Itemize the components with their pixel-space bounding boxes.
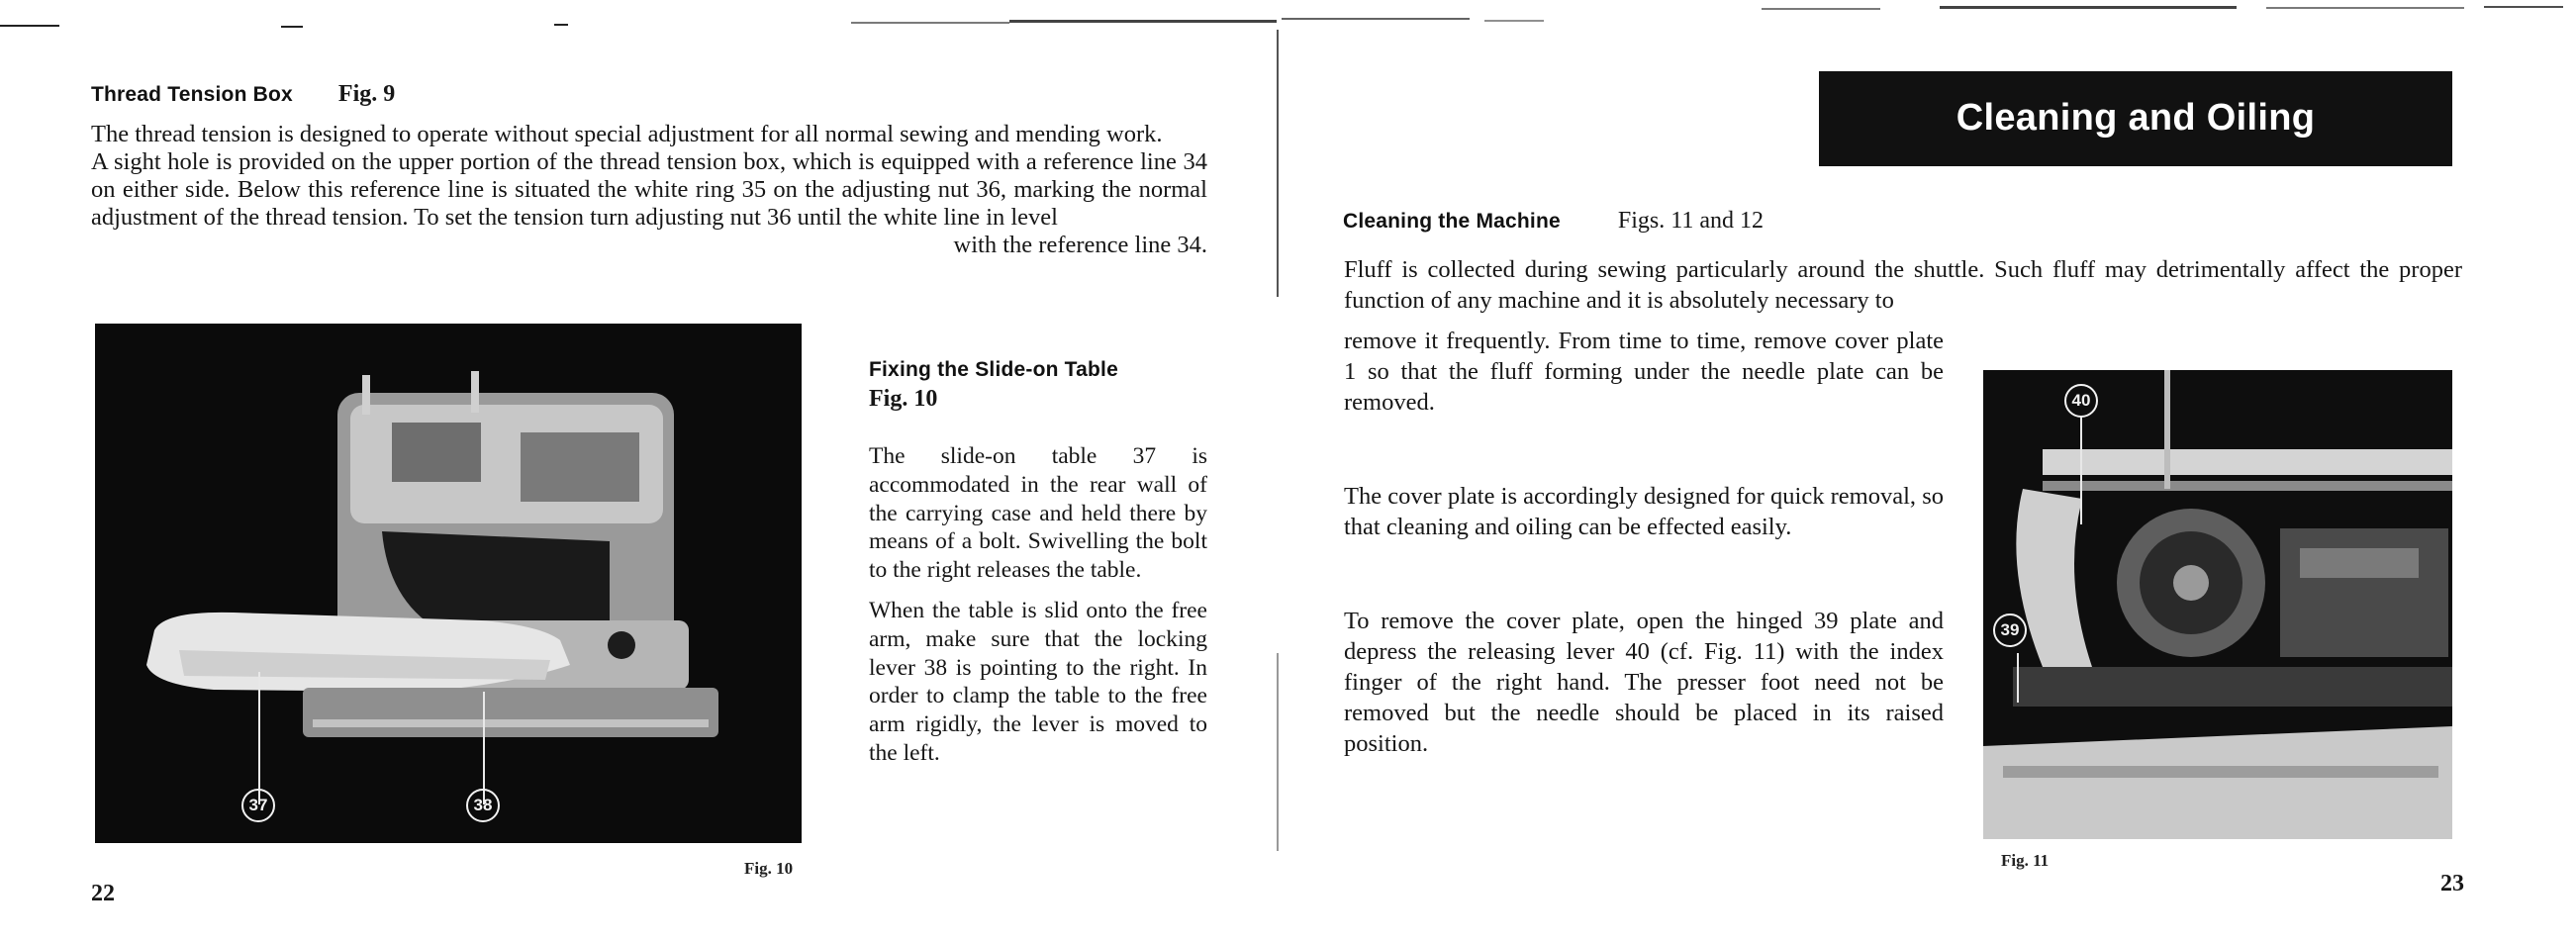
sewing-machine-illustration — [95, 324, 802, 843]
figure-11-caption: Fig. 11 — [2001, 851, 2050, 870]
callout-leader — [483, 692, 485, 804]
subsection-title: Fixing the Slide-on Table — [869, 358, 1118, 381]
section-fig-ref: Figs. 11 and 12 — [1617, 208, 1764, 234]
callout-marker: 40 — [2064, 384, 2098, 418]
page-gutter — [1277, 30, 1279, 297]
subsection-fig-ref: Fig. 10 — [869, 386, 938, 412]
callout-marker: 37 — [241, 789, 275, 822]
scan-artifact — [554, 24, 568, 26]
paragraph-slide-on-table: The slide-on table 37 is accommodated in the rear wall of the carrying case and held there by means of a bolt. Swivelling the bolt to the right releases the table. — [869, 443, 1207, 584]
figure-10-caption: Fig. 10 — [744, 859, 794, 878]
figure-10-photo — [95, 324, 802, 843]
figure-11-photo — [1983, 370, 2452, 839]
section-fig-ref: Fig. 9 — [337, 81, 396, 107]
scan-artifact — [851, 22, 1009, 24]
paragraph-fluff-intro: Fluff is collected during sewing particularly around the shuttle. Such fluff may detrimentally affect the proper function of any machine and it is absolutely necessary to — [1344, 256, 2462, 314]
slide-on-section — [869, 358, 1207, 768]
scan-artifact — [1282, 18, 1470, 20]
shuttle-area-illustration — [1983, 370, 2452, 839]
callout-leader — [2080, 416, 2082, 524]
scan-artifact — [1009, 20, 1277, 23]
paragraph-locking-lever: When the table is slid onto the free arm, make sure that the locking lever 38 is pointing to the right. In order to clamp the table to the free arm rigidly, the lever is moved to the left. — [869, 597, 1207, 766]
right-section-heading — [1343, 208, 1764, 235]
page-number-right: 23 — [2440, 871, 2464, 897]
scan-artifact — [1484, 20, 1544, 22]
callout-marker: 38 — [466, 789, 500, 822]
scan-artifact — [281, 26, 303, 28]
callout-leader — [2017, 653, 2019, 703]
page-gutter — [1277, 653, 1279, 851]
chapter-banner: Cleaning and Oiling — [1819, 71, 2452, 166]
section-title: Thread Tension Box — [91, 83, 293, 106]
paragraph-remove-cover: remove it frequently. From time to time, remove cover plate 1 so that the fluff forming under the needle plate can be removed. — [1344, 328, 1944, 416]
callout-leader — [258, 672, 260, 804]
paragraph-tension-design: The thread tension is designed to operate without special adjustment for all normal sewing and mending work. — [91, 121, 1163, 147]
scan-artifact — [1940, 6, 2237, 9]
page-number-left: 22 — [91, 881, 115, 906]
scan-artifact — [0, 25, 59, 27]
right-column-text — [1344, 326, 1944, 759]
scan-artifact — [2266, 7, 2464, 9]
callout-marker: 39 — [1993, 614, 2027, 647]
paragraph-sight-hole-end: with the reference line 34. — [953, 232, 1207, 258]
paragraph-quick-removal: The cover plate is accordingly designed for quick removal, so that cleaning and oiling can be effected easily. — [1344, 483, 1944, 540]
paragraph-hinged-plate: To remove the cover plate, open the hinged 39 plate and depress the releasing lever 40 (cf. Fig. 11) with the index finger of the right hand. The presser foot need not be removed but the needle should be placed in its raised position. — [1344, 608, 1944, 757]
scan-artifact — [2484, 6, 2563, 8]
section-title: Cleaning the Machine — [1343, 210, 1561, 233]
left-section-heading — [91, 81, 395, 108]
scan-artifact — [1762, 8, 1880, 10]
paragraph-sight-hole: A sight hole is provided on the upper portion of the thread tension box, which is equipped with a reference line 34 on either side. Below this reference line is situated the white ring 35 on the adjusting nut 36, marking the normal adjustment of the thread tension. To set the tension turn adjusting nut 36 until the white line in level — [91, 148, 1207, 231]
left-body — [91, 121, 1207, 259]
